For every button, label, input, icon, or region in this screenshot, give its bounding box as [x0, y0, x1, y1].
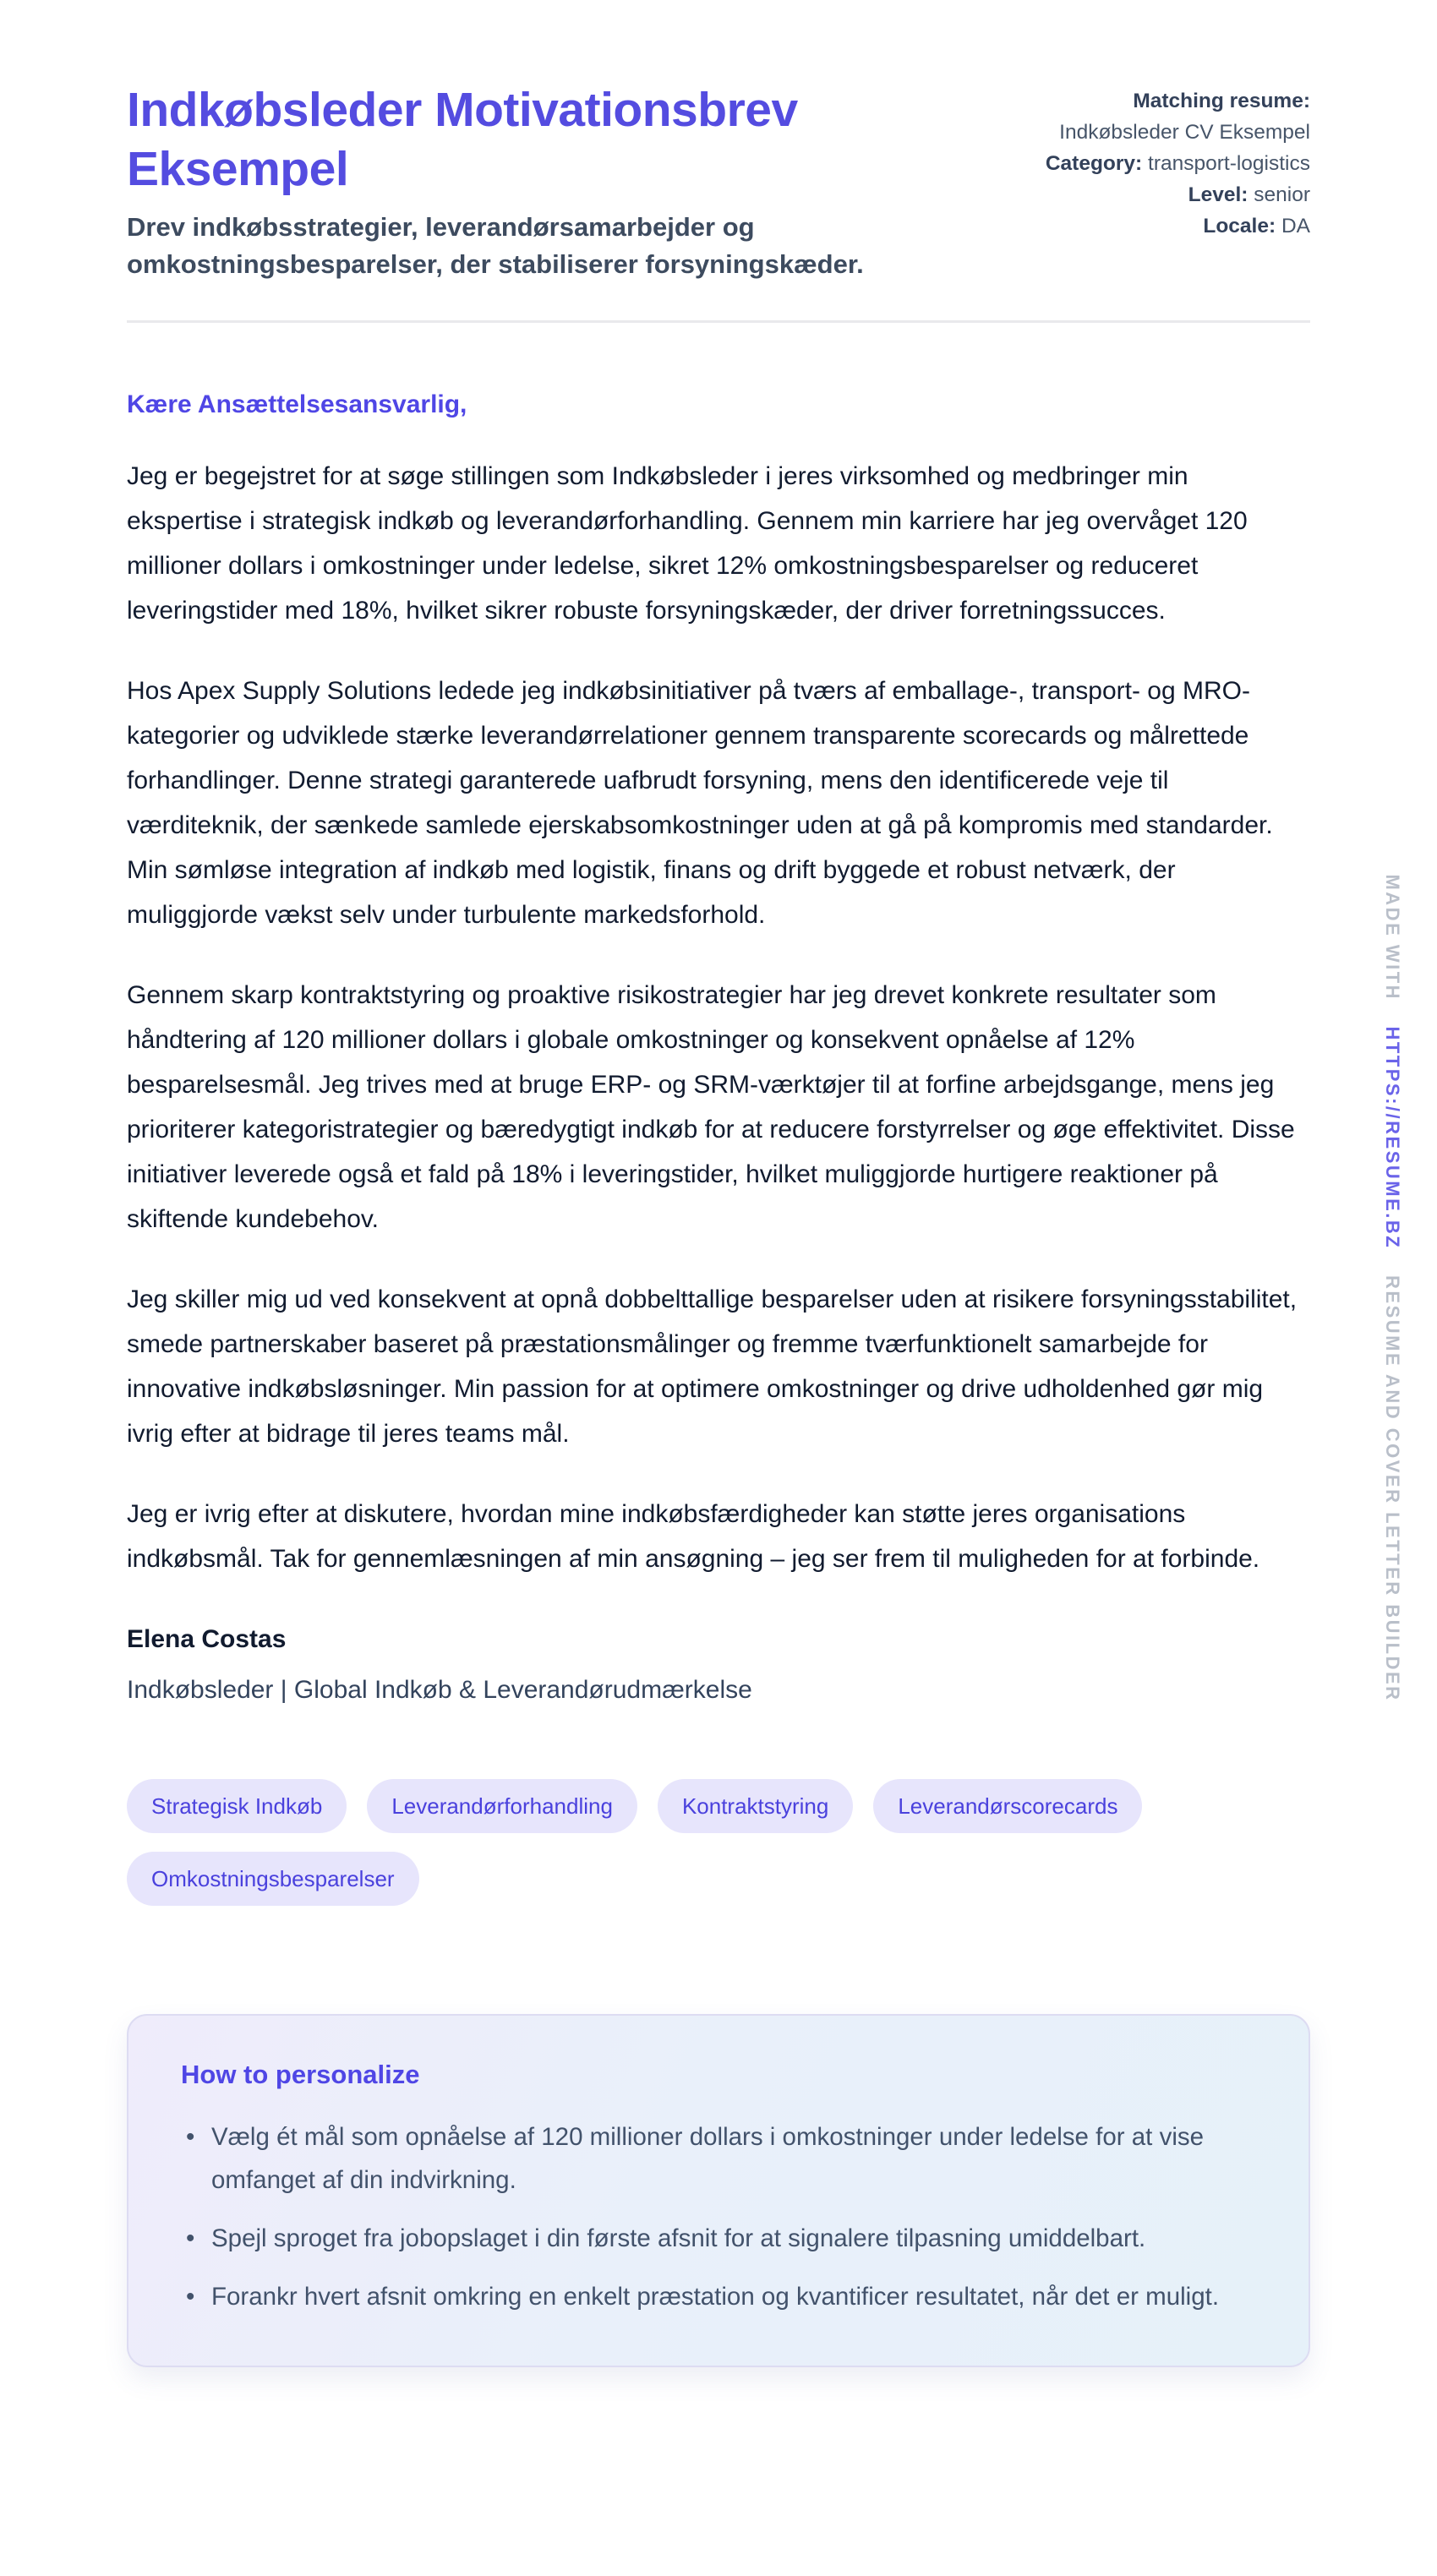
personalize-card — [127, 2014, 1310, 2367]
watermark — [1381, 874, 1403, 1701]
meta-label: Category: — [1045, 152, 1143, 175]
page-title: Indkøbsleder Motivationsbrev Eksempel — [127, 83, 798, 196]
letter-paragraph: Gennem skarp kontraktstyring og proaktive risikostrategier har jeg drevet konkrete resultater som håndtering af 120 millioner dollars i globale omkostninger og konsekvent opnåelse af 12% besparelsesmål. Jeg trives med at bruge ERP- og SRM-værktøjer til at forfine arbejdsgange, mens jeg prioriterer kategoristrategier og bæredygtigt indkøb for at reducere forstyrrelser og øge effektivitet. Disse initiativer leverede også et fald på 18% i leveringstider, hvilket muliggjorde hurtigere reaktioner på skiftende kundebehov. — [127, 981, 1295, 1233]
signature-role: Indkøbsleder | Global Indkøb & Leverandørudmærkelse — [127, 1676, 752, 1704]
meta-label: Level: — [1188, 183, 1248, 206]
skill-tag[interactable]: Leverandørscorecards — [873, 1779, 1142, 1833]
personalize-bullet: • Spejl sproget fra jobopslaget i din første afsnit for at signalere tilpasning umiddelbart. — [181, 2217, 1254, 2260]
watermark-link[interactable]: HTTPS://RESUME.BZ — [1382, 1026, 1403, 1250]
letter-paragraph: Hos Apex Supply Solutions ledede jeg indkøbsinitiativer på tværs af emballage-, transport- og MRO-kategorier og udviklede stærke leverandørrelationer gennem transparente scorecards og målrettede forhandlinger. Denne strategi garanterede uafbrudt forsyning, mens den identificerede veje til værditeknik, der sænkede samlede ejerskabsomkostninger uden at gå på kompromis med standarder. Min sømløse integration af indkøb med logistik, finans og drift byggede et robust netværk, der muliggjorde vækst selv under turbulente markedsforhold. — [127, 677, 1273, 929]
personalize-list — [181, 2115, 1256, 2318]
meta-label: Matching resume: — [1133, 90, 1310, 112]
meta-level — [1030, 179, 1310, 210]
skill-tag[interactable]: Omkostningsbesparelser — [127, 1852, 419, 1906]
letter-paragraph: Jeg skiller mig ud ved konsekvent at opnå dobbelttallige besparelser uden at risikere forsyningsstabilitet, smede partnerskaber baseret på præstationsmålinger og fremme tværfunktionelt samarbejde for innovative indkøbsløsninger. Min passion for at optimere omkostninger og drive udholdenhed gør mig ivrig efter at bidrage til jeres teams mål. — [127, 1285, 1298, 1448]
greeting: Kære Ansættelsesansvarlig, — [127, 390, 467, 418]
page-subtitle: Drev indkøbsstrategier, leverandørsamarbejder og omkostningsbesparelser, der stabiliserer forsyningskæder. — [127, 212, 864, 279]
personalize-bullet: • Forankr hvert afsnit omkring en enkelt præstation og kvantificer resultatet, når det er muligt. — [181, 2275, 1254, 2318]
meta-value: DA — [1281, 215, 1310, 237]
skill-tags — [127, 1779, 1310, 1906]
letter-body — [127, 386, 1310, 1705]
meta-locale — [1030, 210, 1310, 242]
header — [127, 80, 1310, 283]
personalize-bullet: • Vælg ét mål som opnåelse af 120 millioner dollars i omkostninger under ledelse for at vise omfanget af din indvirkning. — [181, 2115, 1254, 2202]
signature-name: Elena Costas — [127, 1625, 287, 1653]
personalize-title: How to personalize — [181, 2060, 420, 2089]
header-divider — [127, 320, 1310, 323]
meta-matching-resume — [1030, 85, 1310, 148]
skill-tag[interactable]: Strategisk Indkøb — [127, 1779, 347, 1833]
meta-value: senior — [1254, 183, 1310, 206]
watermark-made-with: MADE WITH — [1382, 874, 1403, 1001]
skill-tag[interactable]: Leverandørforhandling — [367, 1779, 637, 1833]
meta-panel — [1030, 85, 1310, 242]
watermark-tail: RESUME AND COVER LETTER BUILDER — [1382, 1275, 1403, 1702]
meta-category — [1030, 148, 1310, 179]
skill-tag[interactable]: Kontraktstyring — [658, 1779, 853, 1833]
letter-paragraph: Jeg er begejstret for at søge stillingen som Indkøbsleder i jeres virksomhed og medbringer min ekspertise i strategisk indkøb og leverandørforhandling. Gennem min karriere har jeg overvåget 120 millioner dollars i omkostninger under ledelse, sikret 12% omkostningsbesparelser og reduceret leveringstider med 18%, hvilket sikrer robuste forsyningskæder, der driver forretningssucces. — [127, 462, 1248, 625]
header-title-block — [127, 80, 1030, 283]
meta-value: transport-logistics — [1148, 152, 1310, 175]
letter-paragraph: Jeg er ivrig efter at diskutere, hvordan mine indkøbsfærdigheder kan støtte jeres organisations indkøbsmål. Tak for gennemlæsningen af min ansøgning – jeg ser frem til muligheden for at forbinde. — [127, 1500, 1260, 1573]
meta-value: Indkøbsleder CV Eksempel — [1059, 121, 1310, 144]
meta-label: Locale: — [1203, 215, 1276, 237]
